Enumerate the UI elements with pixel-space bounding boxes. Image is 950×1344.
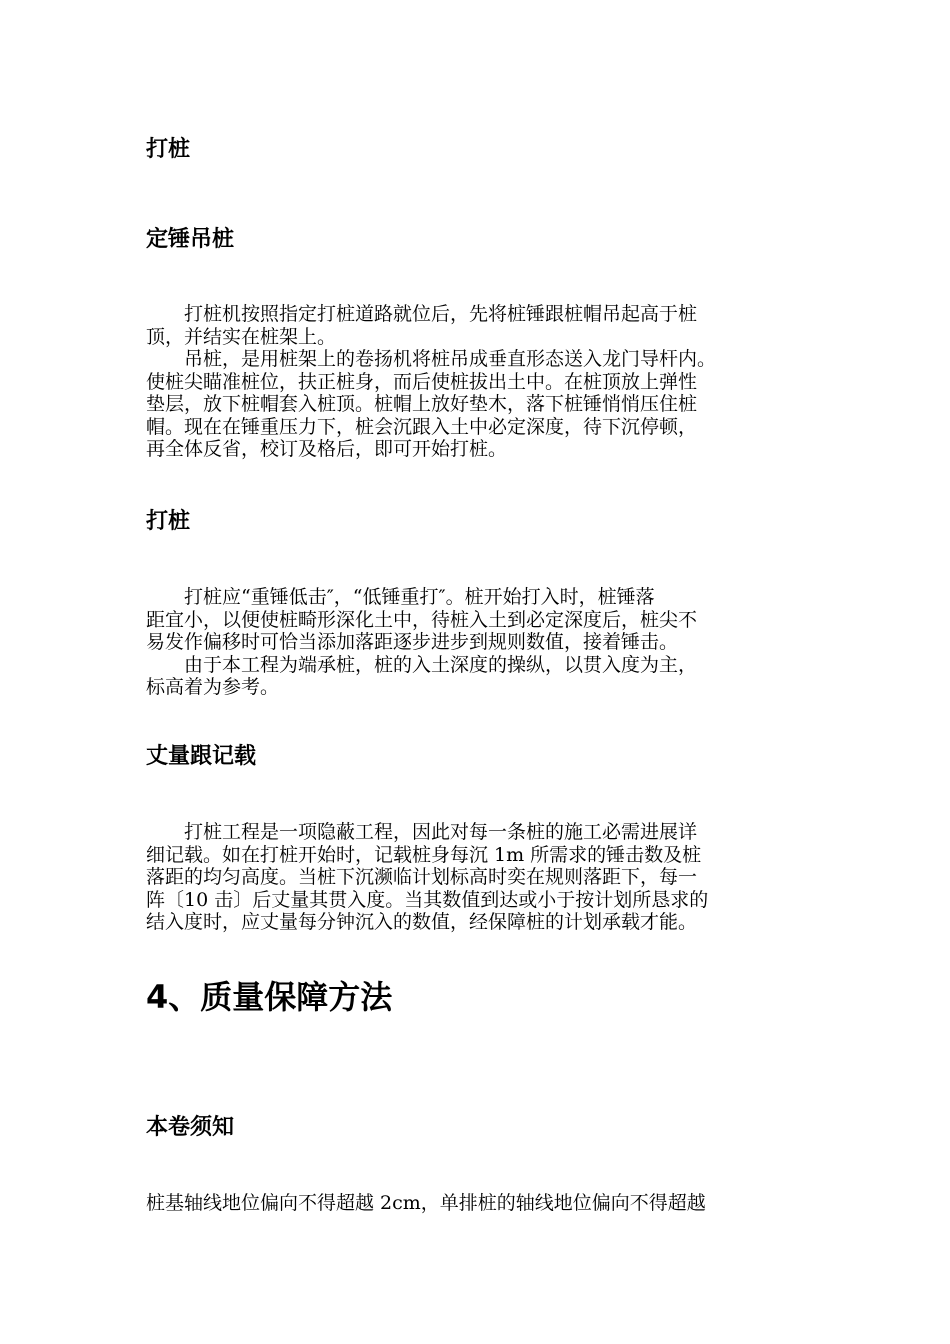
text-line: 帽。现在在锤重压力下，桩会沉跟入土中必定深度，待下沉停顿， bbox=[146, 415, 698, 438]
text-line: 再全体反省，校订及格后，即可开始打桩。 bbox=[146, 438, 508, 460]
text-line: 使桩尖瞄准桩位，扶正桩身，而后使桩拔出土中。在桩顶放上弹性 bbox=[146, 370, 698, 393]
text-line: 结入度时，应丈量每分钟沉入的数值，经保障桩的计划承载才能。 bbox=[146, 911, 698, 933]
text-line: 距宜小，以便使桩畸形深化土中，待桩入土到必定深度后，桩尖不 bbox=[146, 608, 698, 631]
text-line: 易发作偏移时可恰当添加落距逐步进步到规则数值，接着锤击。 bbox=[146, 631, 679, 653]
text-line: 打桩工程是一项隐蔽工程，因此对每一条桩的施工必需进展详 bbox=[146, 821, 698, 843]
text-line: 阵〔10 击〕后丈量其贯入度。当其数值到达或小于按计划所恳求的 bbox=[146, 888, 709, 911]
text-line: 打桩应“重锤低击″，“低锤重打″。桩开始打入时，桩锤落 bbox=[146, 586, 655, 608]
text-line: 顶，并结实在桩架上。 bbox=[146, 325, 337, 348]
section-heading-piling: 打桩 bbox=[146, 137, 191, 162]
text-line: 细记载。如在打桩开始时，记载桩身每沉 1m 所需求的锤击数及桩 bbox=[146, 843, 702, 866]
chapter-heading-quality: 4、质量保障方法 bbox=[146, 978, 393, 1016]
paragraph-notes bbox=[146, 1192, 810, 1215]
subsection-heading-measurement-records: 丈量跟记载 bbox=[146, 744, 257, 769]
text-line: 吊桩，是用桩架上的卷扬机将桩吊成垂直形态送入龙门导杆内。 bbox=[146, 348, 717, 370]
paragraph-piling bbox=[146, 586, 810, 699]
text-line: 标高着为参考。 bbox=[146, 676, 280, 698]
subsection-heading-hammer-hoisting: 定锤吊桩 bbox=[146, 227, 235, 252]
text-line: 桩基轴线地位偏向不得超越 2cm，单排桩的轴线地位偏向不得超越 bbox=[146, 1192, 706, 1214]
paragraph-records bbox=[146, 821, 810, 934]
text-line: 打桩机按照指定打桩道路就位后，先将桩锤跟桩帽吊起高于桩 bbox=[146, 303, 698, 325]
text-line: 由于本工程为端承桩，桩的入土深度的操纵，以贯入度为主， bbox=[146, 653, 698, 676]
text-line: 垫层，放下桩帽套入桩顶。桩帽上放好垫木，落下桩锤悄悄压住桩 bbox=[146, 393, 698, 415]
text-line: 落距的均匀高度。当桩下沉濒临计划标高时奕在规则落距下，每一 bbox=[146, 866, 698, 888]
subsection-heading-notes: 本卷须知 bbox=[146, 1115, 235, 1140]
paragraph-hoisting bbox=[146, 303, 810, 461]
subsection-heading-piling: 打桩 bbox=[146, 509, 191, 534]
